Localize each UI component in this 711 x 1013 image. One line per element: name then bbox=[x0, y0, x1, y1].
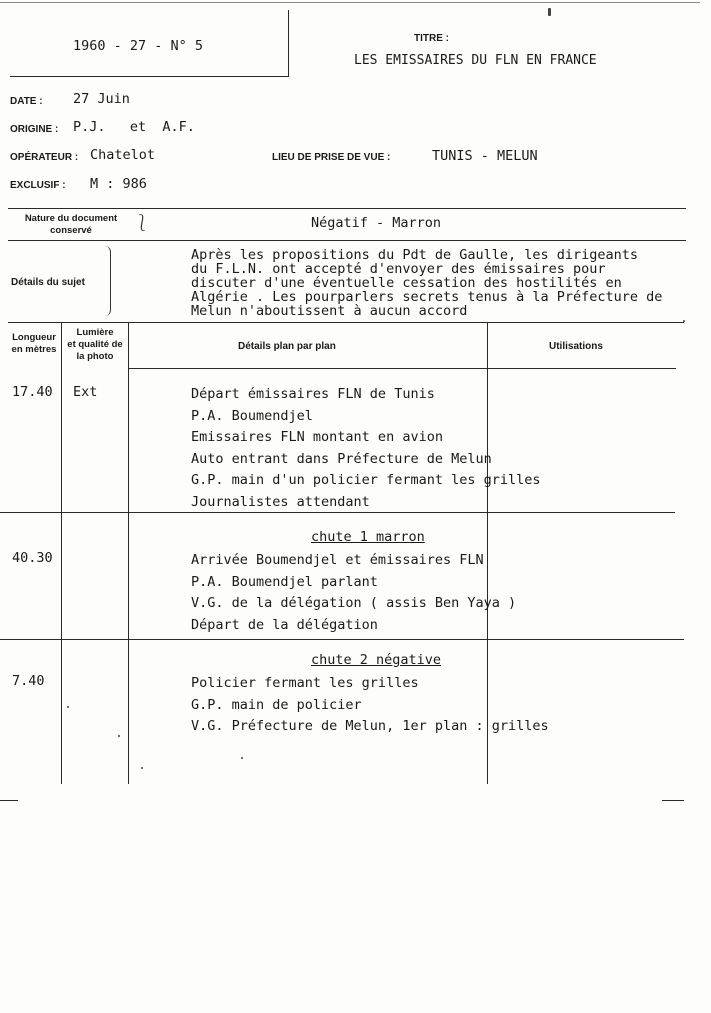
nature-brace: ⎱ bbox=[134, 213, 151, 232]
rule-section-1 bbox=[0, 512, 675, 513]
section-3-heading: chute 2 négative bbox=[311, 652, 442, 668]
scan-speck bbox=[141, 767, 143, 769]
shot-line: P.A. Boumendjel parlant bbox=[191, 573, 378, 590]
shot-line: Emissaires FLN montant en avion bbox=[191, 429, 443, 446]
shot-line: Auto entrant dans Préfecture de Melun bbox=[191, 450, 492, 467]
sujet-line: Après les propositions du Pdt de Gaulle, les dirigeants bbox=[191, 247, 639, 263]
reference-number: 1960 - 27 - N° 5 bbox=[73, 38, 204, 54]
nature-label bbox=[8, 213, 134, 237]
operateur-label: OPÉRATEUR : bbox=[10, 152, 79, 163]
shot-line: Journalistes attendant bbox=[191, 493, 370, 510]
scan-speck bbox=[241, 757, 243, 759]
lieu-label: LIEU DE PRISE DE VUE : bbox=[272, 152, 391, 163]
scan-speck bbox=[548, 8, 551, 16]
nature-label-line2: conservé bbox=[50, 225, 92, 236]
shot-line: V.G. Préfecture de Melun, 1er plan : grilles bbox=[191, 718, 549, 735]
scan-speck bbox=[118, 735, 120, 737]
section-1-lumiere: Ext bbox=[73, 384, 98, 400]
origine-label: ORIGINE : bbox=[10, 124, 59, 135]
section-3-lines bbox=[191, 673, 549, 738]
section-2-heading: chute 1 marron bbox=[311, 529, 425, 545]
date-value: 27 Juin bbox=[73, 91, 130, 107]
rule-sujet-bottom bbox=[8, 322, 684, 323]
exclusif-label: EXCLUSIF : bbox=[10, 180, 66, 191]
scan-mark-left bbox=[0, 800, 18, 801]
col-lumiere-line3: la photo bbox=[76, 351, 114, 362]
scan-mark-right bbox=[662, 800, 684, 801]
exclusif-value: M : 986 bbox=[90, 176, 147, 192]
scan-speck bbox=[67, 706, 69, 708]
rule-section-2 bbox=[0, 639, 684, 640]
sujet-line: Melun n'aboutissent à aucun accord bbox=[191, 303, 468, 319]
col-lumiere-line1: Lumière bbox=[76, 327, 114, 338]
shot-line: G.P. main d'un policier fermant les grilles bbox=[191, 472, 541, 489]
origine-value: P.J. et A.F. bbox=[73, 119, 195, 135]
col-longueur-line1: Longueur bbox=[12, 332, 56, 343]
col-details-header: Détails plan par plan bbox=[238, 341, 336, 352]
details-sujet-brace bbox=[104, 246, 111, 316]
shot-line: P.A. Boumendjel bbox=[191, 407, 313, 424]
col-lumiere-header bbox=[62, 327, 128, 363]
section-2-longueur: 40.30 bbox=[12, 550, 53, 566]
nature-label-line1: Nature du document bbox=[24, 213, 118, 224]
sujet-line: discuter d'une éventuelle cessation des hostilités en bbox=[191, 275, 622, 291]
col-longueur-line2: en mètres bbox=[11, 344, 57, 355]
shot-line: V.G. de la délégation ( assis Ben Yaya ) bbox=[191, 595, 517, 612]
shot-line: Départ émissaires FLN de Tunis bbox=[191, 386, 435, 402]
col-longueur-header bbox=[8, 332, 60, 356]
titre-label: TITRE : bbox=[414, 33, 449, 44]
rule-nature-bottom bbox=[8, 240, 686, 241]
col-utilisations-header: Utilisations bbox=[549, 341, 603, 352]
operateur-value: Chatelot bbox=[90, 147, 156, 163]
details-sujet-text bbox=[191, 248, 662, 318]
sujet-line: du F.L.N. ont accepté d'envoyer des émissaires pour bbox=[191, 261, 606, 277]
col-divider-1 bbox=[61, 322, 62, 784]
details-sujet-label: Détails du sujet bbox=[11, 277, 85, 288]
date-label: DATE : bbox=[10, 96, 43, 107]
lieu-value: TUNIS - MELUN bbox=[432, 148, 538, 164]
rule-nature-top bbox=[8, 208, 686, 209]
section-3-longueur: 7.40 bbox=[12, 673, 45, 689]
section-1-lines bbox=[191, 384, 541, 514]
shot-line: Départ de la délégation bbox=[191, 616, 378, 633]
section-1-longueur: 17.40 bbox=[12, 384, 53, 400]
rule-header-bottom bbox=[128, 368, 676, 369]
nature-value: Négatif - Marron bbox=[311, 215, 442, 231]
titre-value: LES EMISSAIRES DU FLN EN FRANCE bbox=[354, 53, 597, 68]
col-divider-2 bbox=[128, 322, 129, 784]
shot-line: Policier fermant les grilles bbox=[191, 675, 419, 691]
shot-line: G.P. main de policier bbox=[191, 696, 362, 713]
section-2-lines bbox=[191, 550, 516, 636]
shot-line: Arrivée Boumendjel et émissaires FLN bbox=[191, 552, 484, 568]
col-lumiere-line2: et qualité de bbox=[67, 339, 123, 350]
scan-speck bbox=[683, 320, 685, 322]
sujet-line: Algérie . Les pourparlers secrets tenus à la Préfecture de bbox=[191, 289, 663, 305]
